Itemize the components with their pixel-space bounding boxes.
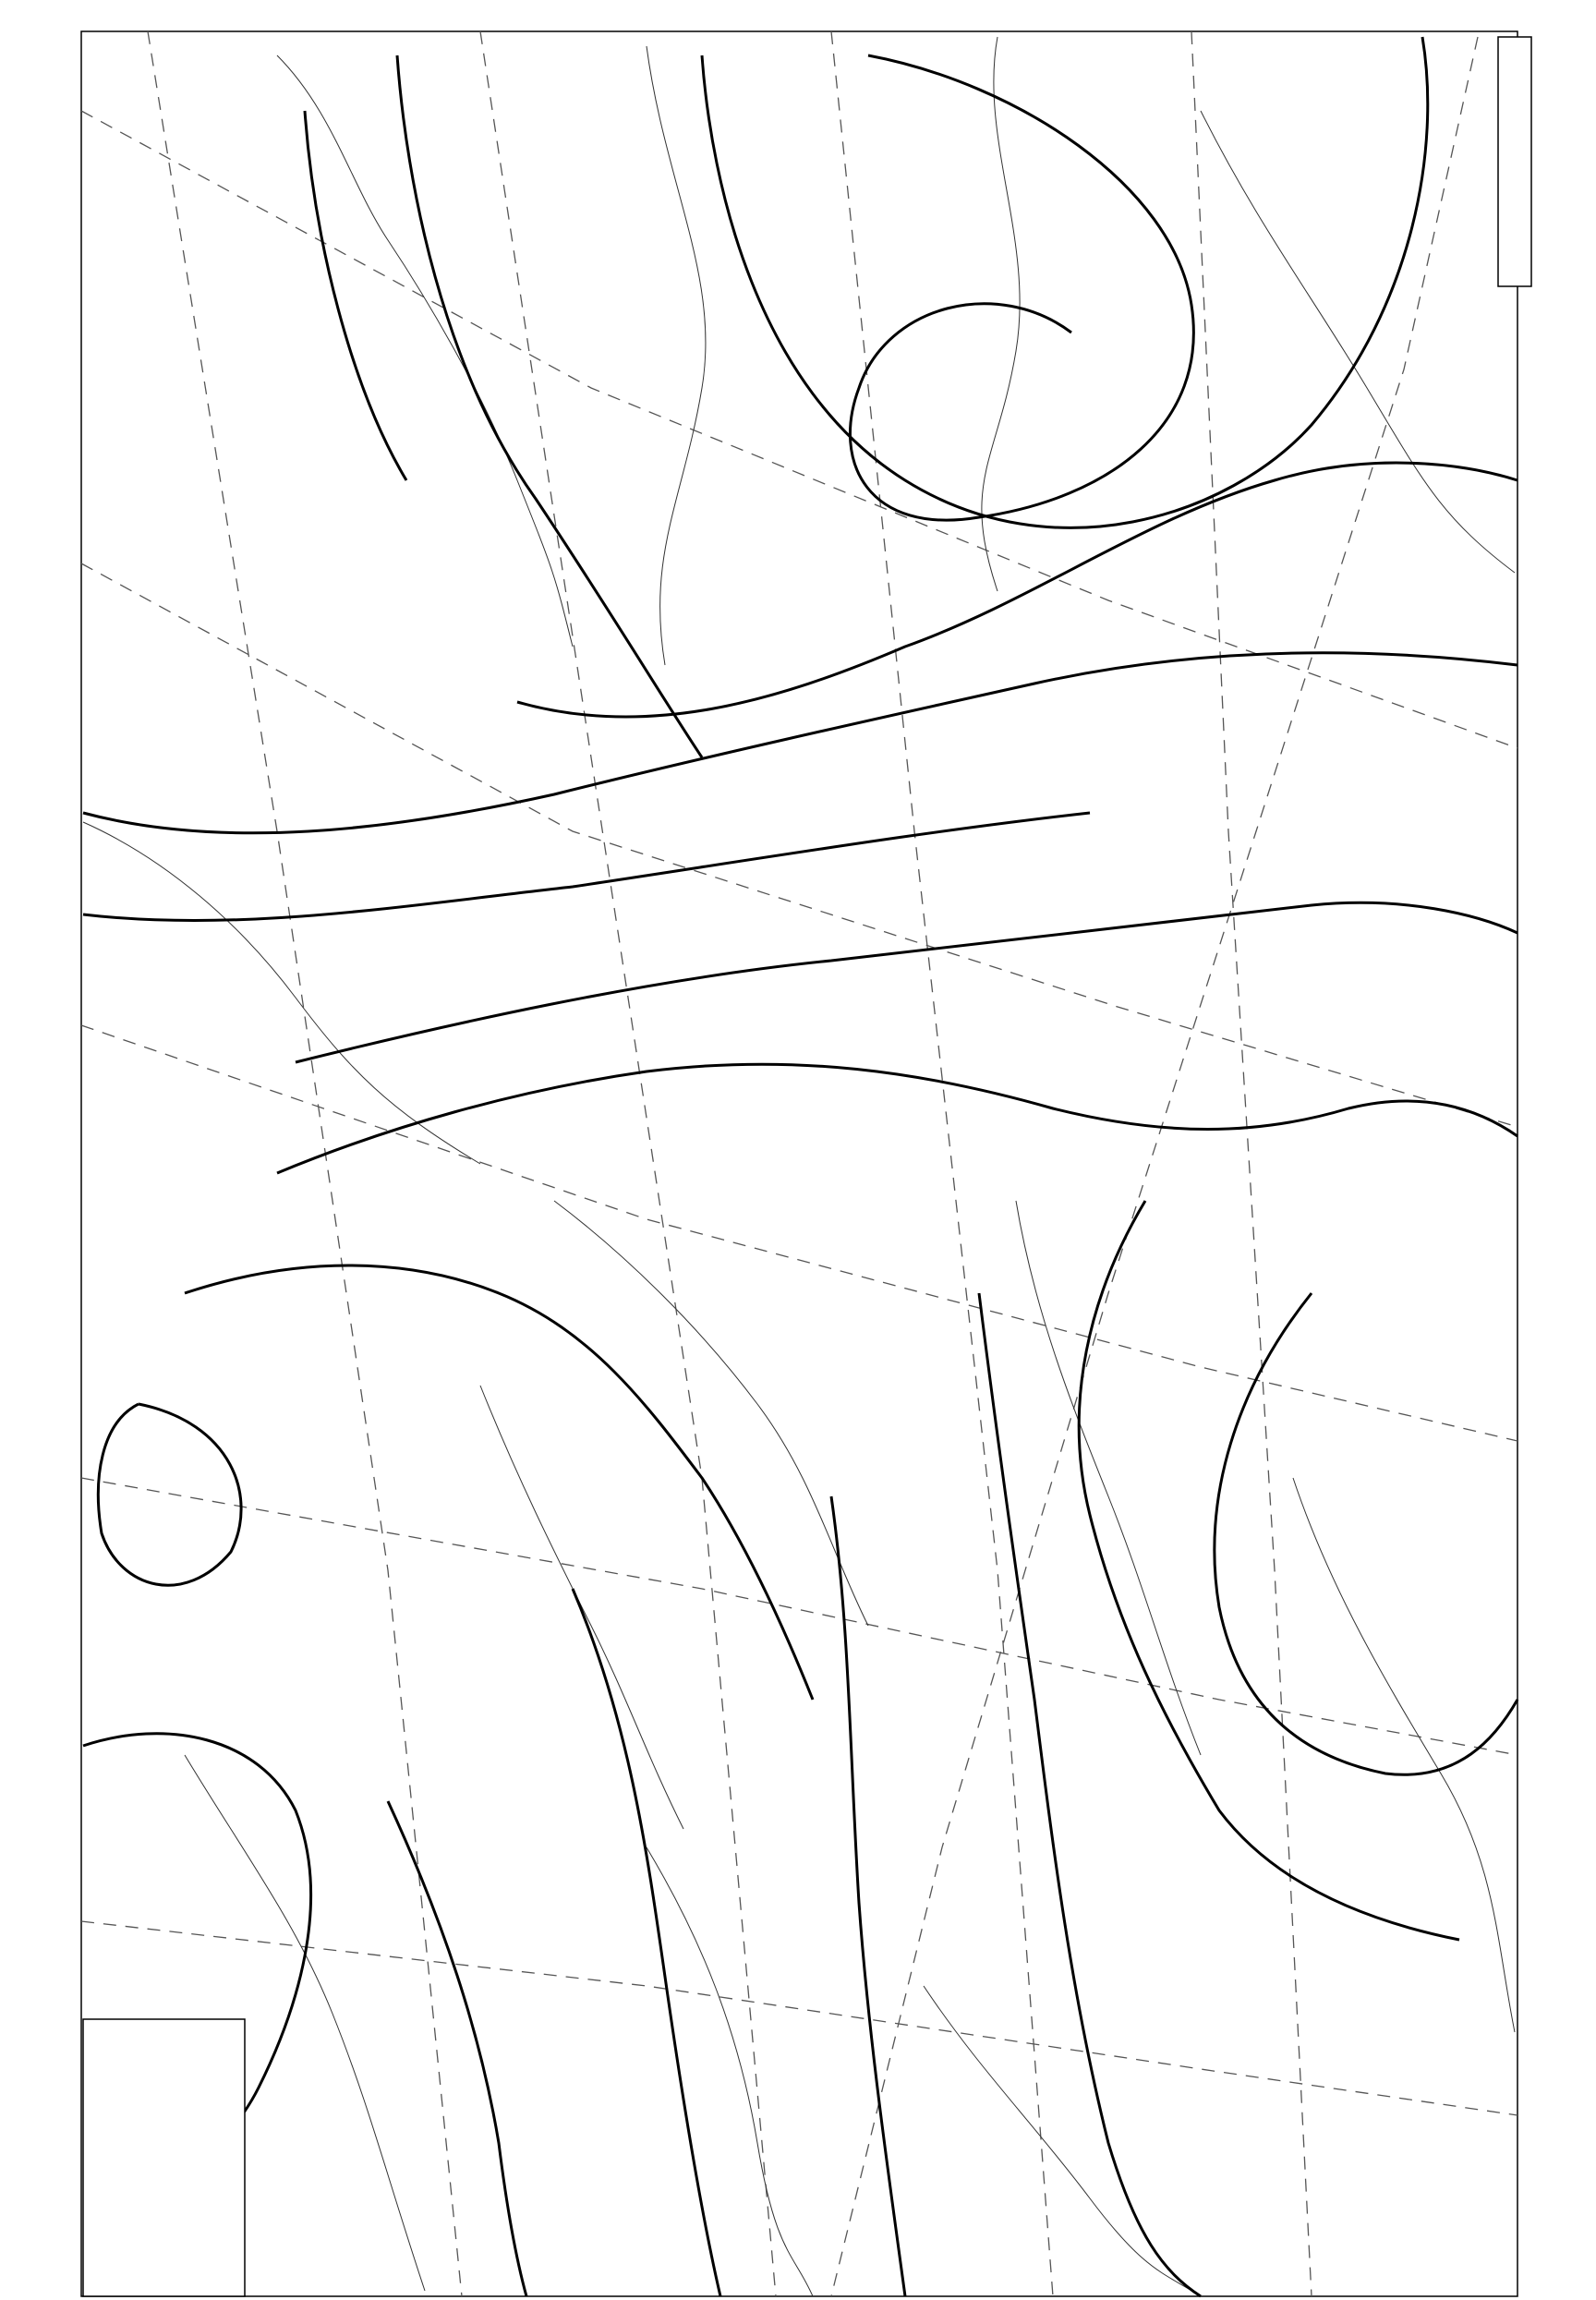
title-block bbox=[83, 2019, 245, 2296]
top-header bbox=[1498, 37, 1531, 286]
